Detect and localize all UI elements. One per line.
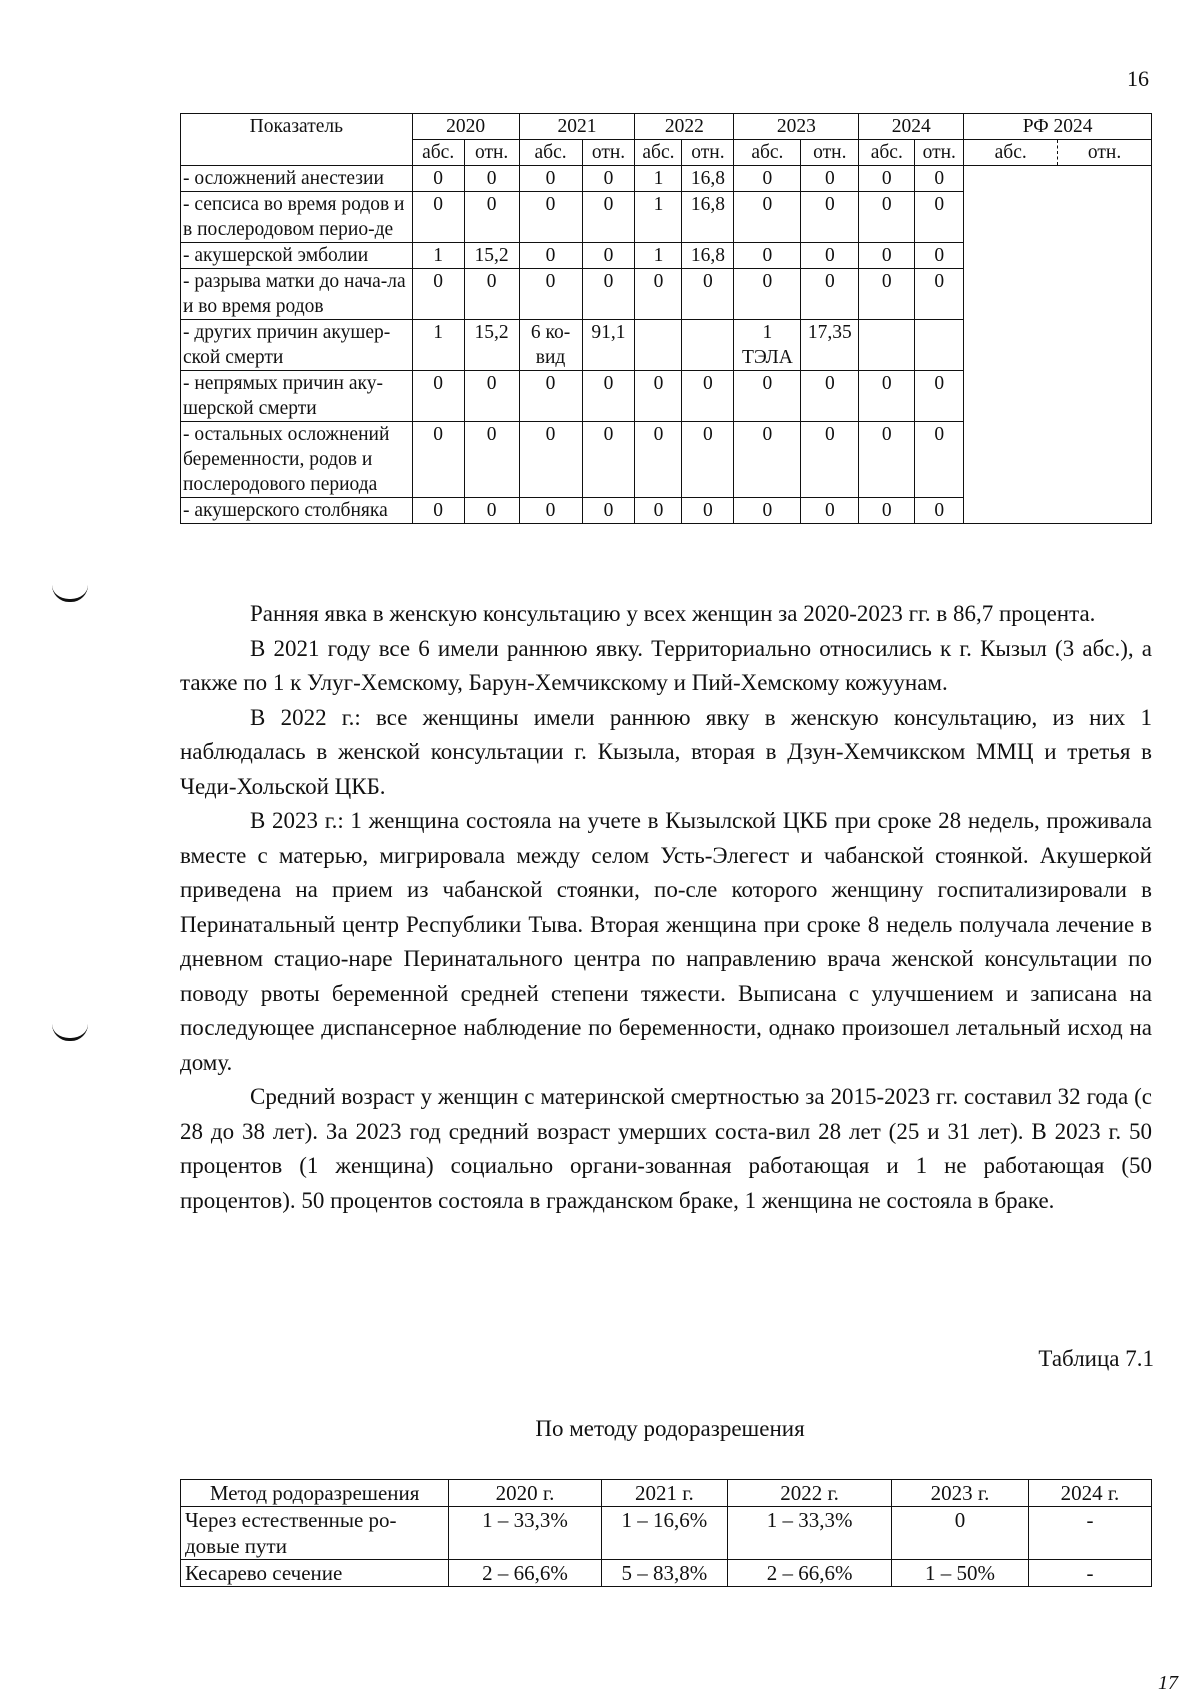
table-cell: 1 [635,166,682,192]
header-rf-2024: РФ 2024 [964,114,1152,140]
subheader-rel: отн. [915,140,964,166]
table-cell: 0 [412,422,464,498]
header-2024: 2024 г. [1028,1480,1151,1507]
table-cell: 1 [412,320,464,371]
table-cell: 5 – 83,8% [601,1560,727,1587]
subheader-rel: отн. [464,140,519,166]
table-cell: 0 [464,269,519,320]
table-cell [682,320,734,371]
table-cell: 1 – 33,3% [728,1507,892,1560]
table-cell: 1 – 33,3% [449,1507,602,1560]
row-label: - акушерского столбняка [181,498,413,524]
table-cell: 0 [582,166,635,192]
table-cell: 0 [734,243,801,269]
table-cell: 0 [519,269,582,320]
header-year-2023: 2023 [734,114,859,140]
table-cell: 0 [915,269,964,320]
row-label: - остальных осложнений беременности, родов и послеродового периода [181,422,413,498]
table-cell: 0 [582,243,635,269]
table-cell: 0 [582,192,635,243]
subheader-rel: отн. [801,140,859,166]
table-cell: 16,8 [682,243,734,269]
table-cell: 0 [682,269,734,320]
table-row [181,1560,1152,1587]
subheader-rf-cell [964,140,1152,166]
table-cell: 0 [519,243,582,269]
table-cell: 0 [412,269,464,320]
table-cell: 0 [915,166,964,192]
table-cell: 0 [635,371,682,422]
table-cell: 0 [635,498,682,524]
table-cell: - [1028,1560,1151,1587]
body-text [180,597,1152,1218]
table-cell: 0 [412,192,464,243]
table-cell: 0 [859,192,915,243]
subheader-abs: абс. [519,140,582,166]
subheader-abs: абс. [412,140,464,166]
table-cell: 0 [519,422,582,498]
table-cell: 0 [582,371,635,422]
table-cell: 1 [635,192,682,243]
table-cell: 0 [519,192,582,243]
table-cell: 0 [734,269,801,320]
paragraph: Ранняя явка в женскую консультацию у всех женщин за 2020-2023 гг. в 86,7 процента. [250,601,1096,626]
table-cell: 0 [734,422,801,498]
rf-2024-empty-cell [964,166,1152,524]
table-cell: 0 [412,498,464,524]
table-title: По методу родоразрешения [535,1416,805,1441]
table-cell: 0 [859,166,915,192]
maternal-mortality-causes-table [180,113,1152,524]
header-2021: 2021 г. [601,1480,727,1507]
table-cell: 0 [464,498,519,524]
page-number: 16 [1127,66,1149,91]
table-cell: 1 [412,243,464,269]
table-cell: 2 – 66,6% [728,1560,892,1587]
table-cell: 0 [801,192,859,243]
method-label: Через естественные ро-довые пути [181,1507,449,1560]
table-cell: 0 [734,166,801,192]
row-label: - разрыва матки до нача-ла и во время родов [181,269,413,320]
table-cell: 0 [801,243,859,269]
table-cell: 0 [859,498,915,524]
table-cell [635,320,682,371]
table-cell: 0 [801,371,859,422]
table-row [181,166,1152,192]
table-cell: 91,1 [582,320,635,371]
table-cell: 0 [892,1507,1029,1560]
table-label: Таблица 7.1 [1038,1346,1154,1371]
table-cell: 0 [464,166,519,192]
table-cell: 0 [412,371,464,422]
row-label: - осложнений анестезии [181,166,413,192]
table-cell: 0 [801,166,859,192]
table-cell: 16,8 [682,166,734,192]
table-cell: 0 [859,422,915,498]
table-cell: 0 [734,371,801,422]
table-cell: 0 [915,498,964,524]
row-label: - сепсиса во время родов и в послеродовом перио-де [181,192,413,243]
table-cell: 0 [801,269,859,320]
delivery-method-table [180,1479,1152,1587]
header-year-2020: 2020 [412,114,519,140]
row-label: - непрямых причин аку-шерской смерти [181,371,413,422]
table-cell: 0 [915,243,964,269]
table-cell: 0 [582,422,635,498]
header-2022: 2022 г. [728,1480,892,1507]
table-cell: 0 [582,269,635,320]
table-cell: 0 [519,498,582,524]
handwritten-page-number: 17 [1158,1672,1178,1694]
method-label: Кесарево сечение [181,1560,449,1587]
table-cell: 0 [682,371,734,422]
subheader-abs: абс. [635,140,682,166]
table-cell: 1 – 16,6% [601,1507,727,1560]
table-cell: 15,2 [464,243,519,269]
header-year-2024: 2024 [859,114,964,140]
table-cell: 1 ТЭЛА [734,320,801,371]
table-cell: 0 [464,422,519,498]
table-cell: 0 [915,422,964,498]
subheader-abs: абс. [734,140,801,166]
paragraph: В 2022 г.: все женщины имели раннюю явку в женскую консультацию, из них 1 наблюдалась в женской консультации г. Кызыла, вторая в Дзун-Хемчикском ММЦ и третья в Чеди-Хольской ЦКБ. [180,704,1152,799]
table-cell: 0 [682,422,734,498]
paragraph: Средний возраст у женщин с материнской смертностью за 2015-2023 гг. составил 32 года (с 28 до 38 лет). За 2023 год средний возраст умерших соста-вил 28 лет (25 и 31 лет). В 2023 г. 50 процентов (1 женщина) социально органи-зованная работающая и 1 не работающая (50 процентов). 50 процентов состояла в гражданском браке, 1 женщина не состояла в браке. [180,1084,1152,1213]
row-label: - акушерской эмболии [181,243,413,269]
table-cell: 0 [801,422,859,498]
table-cell: 0 [859,269,915,320]
table-cell: 0 [635,269,682,320]
paragraph: В 2021 году все 6 имели раннюю явку. Территориально относились к г. Кызыл (3 абс.), а также по 1 к Улуг-Хемскому, Барун-Хемчикскому и Пий-Хемскому кожуунам. [180,635,1152,695]
table-cell: 15,2 [464,320,519,371]
subheader-rel: отн. [1087,142,1122,163]
table-cell: 0 [412,166,464,192]
table-cell: 0 [734,498,801,524]
table-cell: 0 [464,371,519,422]
table-cell: 0 [915,192,964,243]
table-cell: 0 [859,371,915,422]
table-cell [915,320,964,371]
table-cell: 6 ко-вид [519,320,582,371]
table-cell: 0 [519,166,582,192]
header-2020: 2020 г. [449,1480,602,1507]
table-cell: - [1028,1507,1151,1560]
table-cell: 2 – 66,6% [449,1560,602,1587]
table-cell: 0 [582,498,635,524]
table-cell: 0 [734,192,801,243]
table-cell: 1 [635,243,682,269]
table-cell: 0 [915,371,964,422]
table-cell: 0 [635,422,682,498]
table-cell: 16,8 [682,192,734,243]
table-cell: 0 [519,371,582,422]
header-year-2021: 2021 [519,114,635,140]
paragraph: В 2023 г.: 1 женщина состояла на учете в Кызылской ЦКБ при сроке 28 недель, проживала вместе с матерью, мигрировала между селом Усть-Элегест и чабанской стоянкой. Акушеркой приведена на прием из чабанской стоянки, по-сле которого женщину госпитализировали в Перинатальный центр Республики Тыва. Вторая женщина при сроке 8 недель получала лечение в дневном стацио-наре Перинатального центра по направлению врача женской консультации по поводу рвоты беременной средней степени тяжести. Выписана с улучшением и записана на последующее диспансерное наблюдение по беременности, однако произошел летальный исход на дому. [180,808,1152,1075]
subheader-rel: отн. [582,140,635,166]
table-cell: 0 [464,192,519,243]
margin-mark [52,1024,88,1041]
header-2023: 2023 г. [892,1480,1029,1507]
table-cell: 0 [801,498,859,524]
row-label: - других причин акушер-ской смерти [181,320,413,371]
subheader-abs: абс. [964,140,1058,165]
header-method: Метод родоразрешения [181,1480,449,1507]
table-cell: 0 [859,243,915,269]
table-row [181,1507,1152,1560]
table-cell: 17,35 [801,320,859,371]
subheader-rel: отн. [682,140,734,166]
header-indicator: Показатель [181,114,413,166]
margin-mark [52,585,88,602]
header-year-2022: 2022 [635,114,734,140]
table-cell: 1 – 50% [892,1560,1029,1587]
table-cell [859,320,915,371]
subheader-abs: абс. [859,140,915,166]
table-cell: 0 [682,498,734,524]
